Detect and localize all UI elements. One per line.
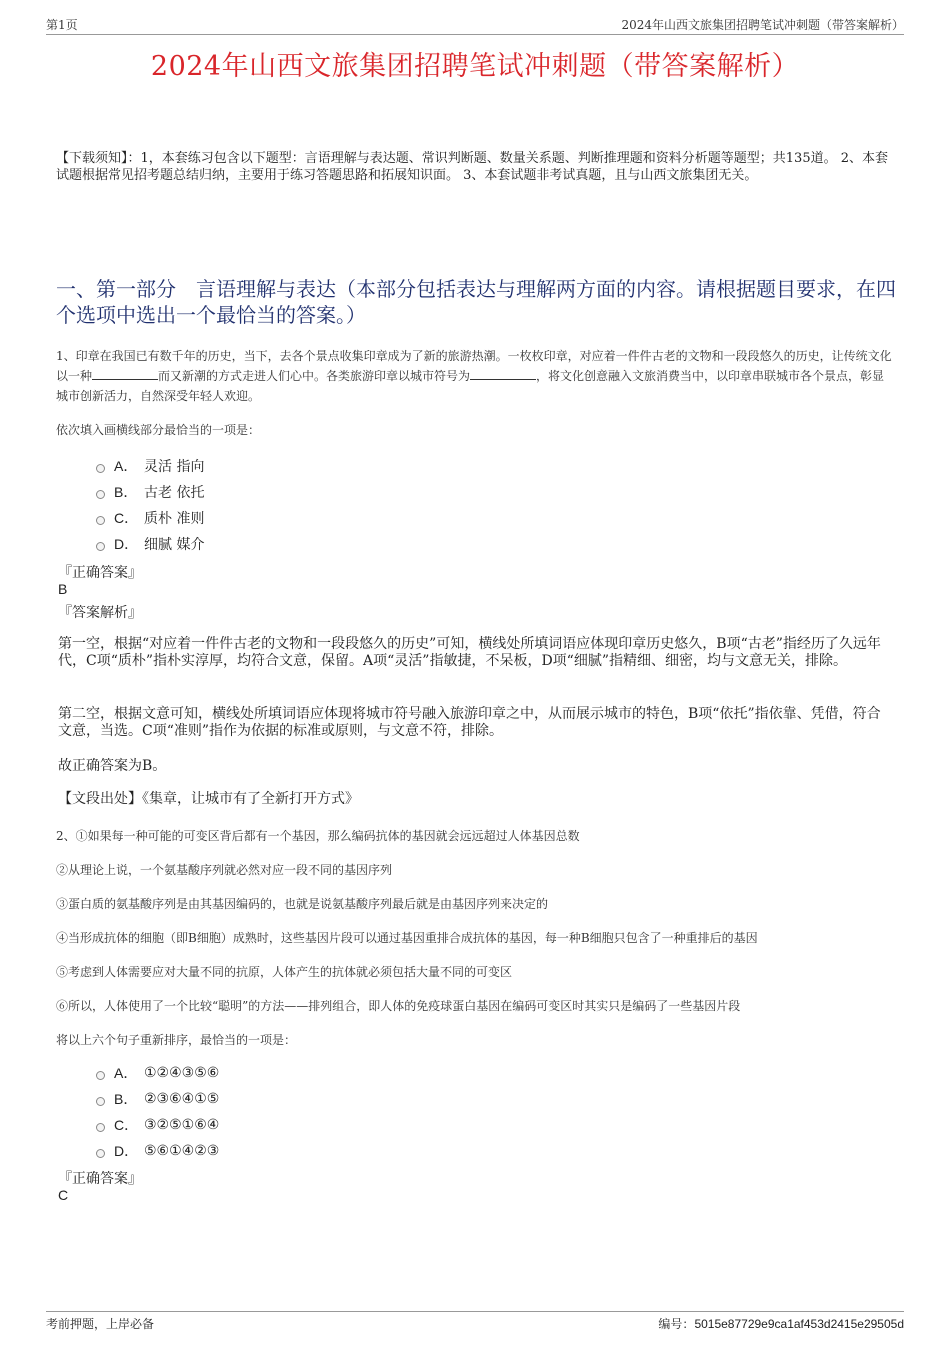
document-title: 2024年山西文旅集团招聘笔试冲刺题（带答案解析） (150, 51, 800, 82)
question-2-sentence-3: ③蛋白质的氨基酸序列是由其基因编码的，也就是说氨基酸序列最后就是由基因序列来决定的 (56, 897, 549, 911)
radio-icon[interactable] (96, 490, 105, 499)
correct-answer-2: C (58, 1187, 69, 1203)
radio-icon[interactable] (96, 542, 105, 551)
question-1-part1: 1、印章在我国已有数千年的历史，当下，去各个景点收集印章成为了新的旅游热潮。一枚枚印章，对应着一件件古老的文物和一段段悠久的历史，让传统文化以一种 (56, 349, 892, 383)
question-1-options (96, 453, 204, 557)
blank-2 (470, 367, 536, 380)
page-footer (46, 1311, 904, 1331)
section-heading: 一、第一部分 言语理解与表达（本部分包括表达与理解两方面的内容。请根据题目要求，在四个选项中选出一个最恰当的答案。） (56, 277, 896, 327)
question-1-part3: ，将文化创意融入文旅消费当中，以印章串联城市各个景点，彰显城市创新活力，自然深受年轻人欢迎。 (56, 369, 885, 403)
question-2-sentence-5: ⑤考虑到人体需要应对大量不同的抗原，人体产生的抗体就必须包括大量不同的可变区 (56, 965, 513, 979)
download-notice: 【下载须知】：1，本套练习包含以下题型：言语理解与表达题、常识判断题、数量关系题、判断推理题和资料分析题等题型；共135道。 2、本套试题根据常见招考题总结归纳，主要用于练习答题思路和拓展知识面。 3、本套试题非考试真题，且与山西文旅集团无关。 (56, 151, 888, 183)
option-c[interactable]: C． ③②⑤①⑥④ (96, 1112, 219, 1138)
question-2-sentence-4: ④当形成抗体的细胞（即B细胞）成熟时，这些基因片段可以通过基因重排合成抗体的基因，每一种B细胞只包含了一种重排后的基因 (56, 931, 758, 945)
radio-icon[interactable] (96, 1097, 105, 1106)
footer-code: 编号：5015e87729e9ca1af453d2415e29505d (658, 1317, 904, 1331)
source-citation: 【文段出处】《集章，让城市有了全新打开方式》 (58, 791, 359, 807)
question-2-sentence-6: ⑥所以，人体使用了一个比较“聪明”的方法——排列组合，即人体的免疫球蛋白基因在编码可变区时其实只是编码了一些基因片段 (56, 999, 741, 1013)
radio-icon[interactable] (96, 1123, 105, 1132)
page-header (46, 14, 904, 35)
option-b[interactable]: B． 古老 依托 (96, 479, 204, 505)
question-1-instruction: 依次填入画横线部分最恰当的一项是： (56, 423, 261, 437)
option-b[interactable]: B． ②③⑥④①⑤ (96, 1086, 219, 1112)
radio-icon[interactable] (96, 1149, 105, 1158)
analysis-paragraph-2: 第二空，根据文意可知，横线处所填词语应体现将城市符号融入旅游印章之中，从而展示城市的特色，B项“依托”指依靠、凭借，符合文意，当选。C项“准则”指作为依据的标准或原则，与文意不符，排除。 (58, 706, 881, 739)
correct-answer: B (58, 581, 68, 597)
question-2-sentence-1: 2、①如果每一种可能的可变区背后都有一个基因，那么编码抗体的基因就会远远超过人体基因总数 (56, 829, 580, 843)
question-2-options (96, 1060, 219, 1164)
option-c[interactable]: C． 质朴 准则 (96, 505, 204, 531)
question-2-instruction: 将以上六个句子重新排序，最恰当的一项是： (56, 1033, 297, 1047)
header-doc-title: 2024年山西文旅集团招聘笔试冲刺题（带答案解析） (621, 18, 904, 32)
page-number: 第1页 (46, 18, 78, 32)
question-1-text (56, 346, 896, 406)
answer-label-2: 『正确答案』 (58, 1171, 142, 1187)
analysis-label: 『答案解析』 (58, 605, 142, 621)
blank-1 (92, 367, 158, 380)
option-d[interactable]: D． ⑤⑥①④②③ (96, 1138, 219, 1164)
radio-icon[interactable] (96, 464, 105, 473)
answer-label: 『正确答案』 (58, 565, 142, 581)
analysis-paragraph-1: 第一空，根据“对应着一件件古老的文物和一段段悠久的历史”可知，横线处所填词语应体现印章历史悠久，B项“古老”指经历了久远年代，C项“质朴”指朴实淳厚，均符合文意，保留。A项“灵活”指敏捷，不呆板，D项“细腻”指精细、细密，均与文意无关，排除。 (58, 636, 881, 669)
analysis-conclusion: 故正确答案为B。 (58, 758, 167, 774)
radio-icon[interactable] (96, 516, 105, 525)
option-a[interactable]: A． ①②④③⑤⑥ (96, 1060, 219, 1086)
option-a[interactable]: A． 灵活 指向 (96, 453, 204, 479)
option-d[interactable]: D． 细腻 媒介 (96, 531, 204, 557)
footer-slogan: 考前押题，上岸必备 (46, 1317, 155, 1331)
question-1-part2: 而又新潮的方式走进人们心中。各类旅游印章以城市符号为 (158, 369, 471, 383)
question-2-sentence-2: ②从理论上说，一个氨基酸序列就必然对应一段不同的基因序列 (56, 863, 393, 877)
radio-icon[interactable] (96, 1071, 105, 1080)
